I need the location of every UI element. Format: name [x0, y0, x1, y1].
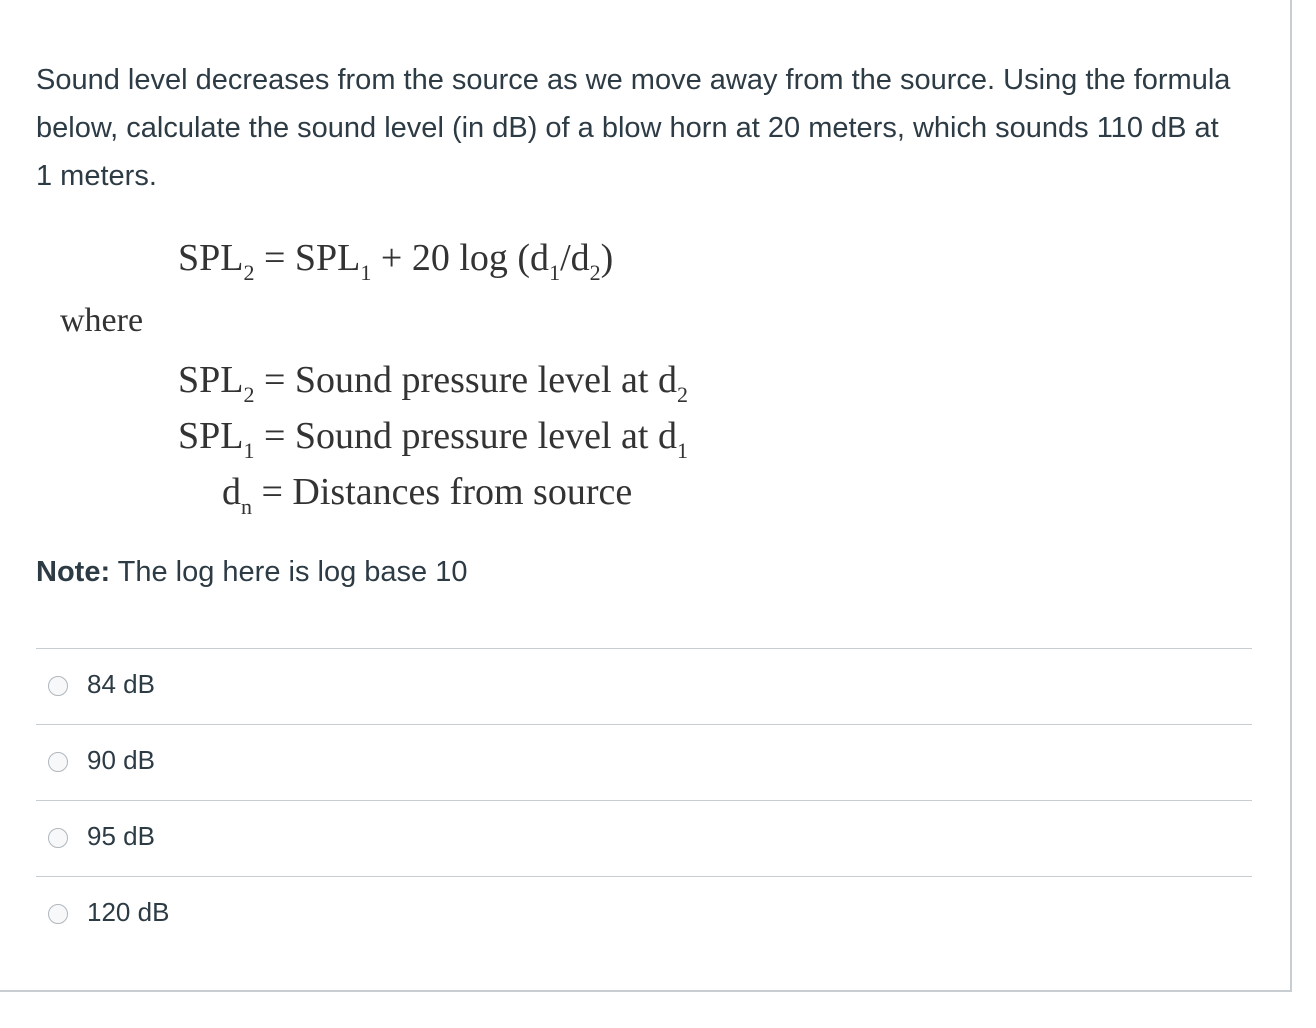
- radio-button[interactable]: [48, 828, 68, 848]
- answer-label[interactable]: 95 dB: [87, 821, 155, 851]
- formula-definition-dn: $d_n$ = Distances from source: [222, 471, 633, 519]
- answer-label[interactable]: 84 dB: [87, 669, 155, 699]
- radio-button[interactable]: [48, 904, 68, 924]
- answer-option[interactable]: [36, 724, 1252, 800]
- answer-option[interactable]: [36, 876, 1252, 952]
- radio-button[interactable]: [48, 676, 68, 696]
- formula-main: $SPL_2 = SPL_1 + 20$ $\log (d_1/d_2)$: [178, 237, 614, 285]
- answer-label[interactable]: 120 dB: [87, 897, 170, 927]
- formula-definition-spl2: $SPL_2$ = Sound pressure level at $d_2$: [178, 359, 688, 407]
- answer-option[interactable]: [36, 800, 1252, 876]
- answer-label[interactable]: 90 dB: [87, 745, 155, 775]
- answer-list: [36, 648, 1252, 952]
- question-text: Sound level decreases from the source as we move away from the source. Using the formula below, calculate the sound level (in dB) of a blow horn at 20 meters, which sounds 110 dB at 1 meters.: [36, 64, 1231, 192]
- answer-option[interactable]: [36, 648, 1252, 724]
- note-label: Note:: [36, 556, 111, 588]
- radio-button[interactable]: [48, 752, 68, 772]
- formula-definition-spl1: $SPL_1$ = Sound pressure level at $d_1$: [178, 415, 688, 463]
- note-body: The log here is log base 10: [110, 556, 468, 588]
- formula-where: where: [60, 302, 144, 339]
- note-text: [36, 556, 467, 589]
